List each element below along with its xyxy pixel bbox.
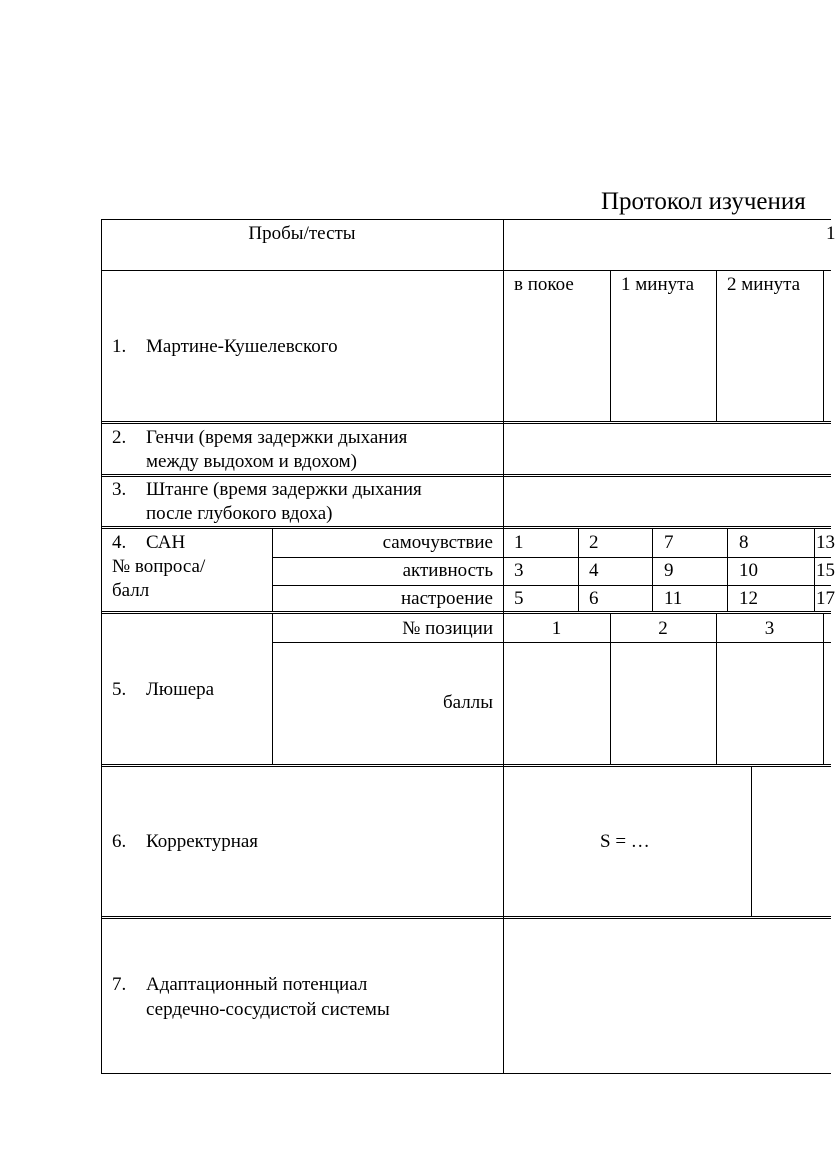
martine-label bbox=[112, 335, 338, 359]
san-cell: 9 bbox=[664, 560, 674, 581]
test-name: САН bbox=[146, 532, 186, 553]
san-cell: 4 bbox=[589, 560, 599, 581]
col-header-tests: Пробы/тесты bbox=[248, 223, 356, 244]
genchi-label-line-2: между выдохом и вдохом) bbox=[146, 451, 357, 472]
genchi-label bbox=[112, 426, 407, 450]
luscher-position-1: 1 bbox=[551, 618, 562, 639]
row-number: 2. bbox=[112, 427, 127, 448]
san-cell: 11 bbox=[664, 588, 683, 609]
adaptation-label bbox=[112, 973, 367, 997]
luscher-position-2: 2 bbox=[658, 618, 668, 639]
proof-formula: S = … bbox=[600, 831, 650, 852]
period-minute-2: 2 минута bbox=[727, 274, 801, 295]
san-cell: 17 bbox=[816, 588, 835, 609]
adaptation-label-line-2: сердечно-сосудистой системы bbox=[146, 999, 390, 1020]
row-number: 7. bbox=[112, 974, 127, 995]
san-cell: 7 bbox=[664, 532, 674, 553]
san-cell: 1 bbox=[514, 532, 524, 553]
row-number: 3. bbox=[112, 479, 127, 500]
page-title: Протокол изучения bbox=[601, 188, 806, 215]
test-name: Корректурная bbox=[146, 831, 259, 852]
san-cell: 10 bbox=[739, 560, 758, 581]
test-name-line-1: Штанге (время задержки дыхания bbox=[146, 479, 422, 500]
period-rest: в покое bbox=[514, 274, 574, 295]
san-row-label-mood: настроение bbox=[400, 588, 493, 609]
proof-test-label bbox=[112, 830, 258, 854]
san-subtitle-1: № вопроса/ bbox=[112, 556, 206, 577]
san-cell: 13 bbox=[816, 532, 835, 553]
test-name-line-1: Адаптационный потенциал bbox=[146, 974, 368, 995]
san-row-label-activity: активность bbox=[402, 560, 493, 581]
san-cell: 5 bbox=[514, 588, 524, 609]
test-name-line-1: Генчи (время задержки дыхания bbox=[146, 427, 408, 448]
col-header-right-fragment: 1 bbox=[826, 223, 836, 244]
luscher-position-3: 3 bbox=[764, 618, 775, 639]
san-cell: 15 bbox=[816, 560, 835, 581]
san-cell: 12 bbox=[739, 588, 758, 609]
test-name: Мартине-Кушелевского bbox=[146, 336, 338, 357]
period-minute-1: 1 минута bbox=[621, 274, 695, 295]
san-cell: 8 bbox=[739, 532, 749, 553]
luscher-position-label: № позиции bbox=[402, 618, 493, 639]
test-name: Люшера bbox=[146, 679, 215, 700]
san-row-label-wellbeing: самочувствие bbox=[382, 532, 493, 553]
shtange-label-line-2: после глубокого вдоха) bbox=[146, 503, 333, 524]
san-cell: 3 bbox=[514, 560, 524, 581]
luscher-label bbox=[112, 678, 214, 702]
row-number: 4. bbox=[112, 532, 127, 553]
san-subtitle-2: балл bbox=[112, 580, 150, 601]
row-number: 1. bbox=[112, 336, 127, 357]
shtange-label bbox=[112, 478, 422, 502]
row-number: 5. bbox=[112, 679, 127, 700]
luscher-scores-label: баллы bbox=[443, 692, 493, 713]
row-number: 6. bbox=[112, 831, 127, 852]
san-label bbox=[112, 531, 185, 555]
san-cell: 2 bbox=[589, 532, 599, 553]
san-cell: 6 bbox=[589, 588, 599, 609]
